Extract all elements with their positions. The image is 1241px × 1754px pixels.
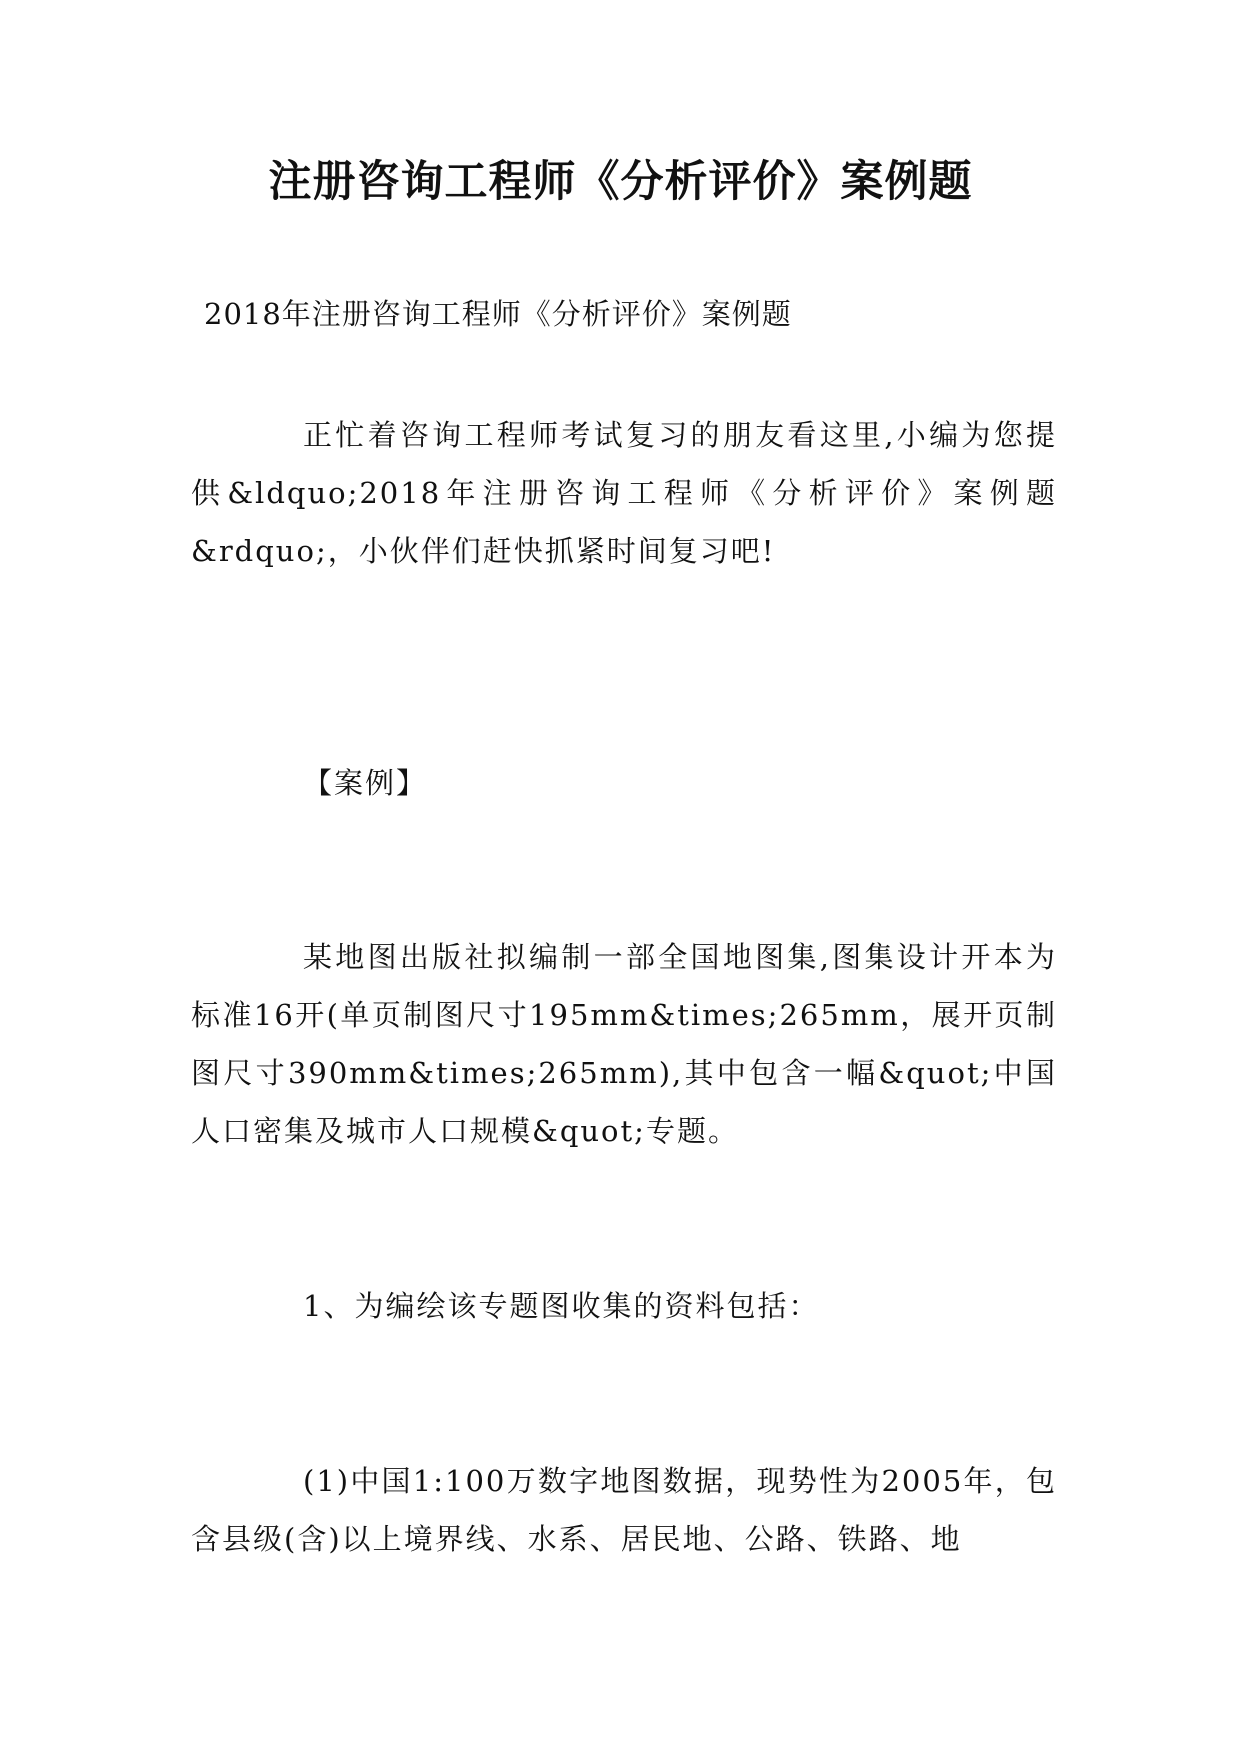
document-title: 注册咨询工程师《分析评价》案例题 (268, 157, 973, 207)
document-subtitle: 2018年注册咨询工程师《分析评价》案例题 (204, 297, 792, 331)
intro-paragraph: 正忙着咨询工程师考试复习的朋友看这里,小编为您提供&ldquo;2018年注册咨询工程师《分析评价》案例题&rdquo;，小伙伴们赶快抓紧时间复习吧! (191, 418, 1057, 568)
case-heading: 【案例】 (303, 766, 428, 800)
case-body-paragraph: 某地图出版社拟编制一部全国地图集,图集设计开本为标准16开(单页制图尺寸195mm&times;265mm，展开页制图尺寸390mm&times;265mm),其中包含一幅&quot;中国人口密集及城市人口规模&quot;专题。 (191, 940, 1057, 1148)
question-1-paragraph: 1、为编绘该专题图收集的资料包括： (303, 1289, 820, 1323)
item-1-paragraph: (1)中国1:100万数字地图数据，现势性为2005年，包含县级(含)以上境界线、水系、居民地、公路、铁路、地 (191, 1464, 1057, 1556)
